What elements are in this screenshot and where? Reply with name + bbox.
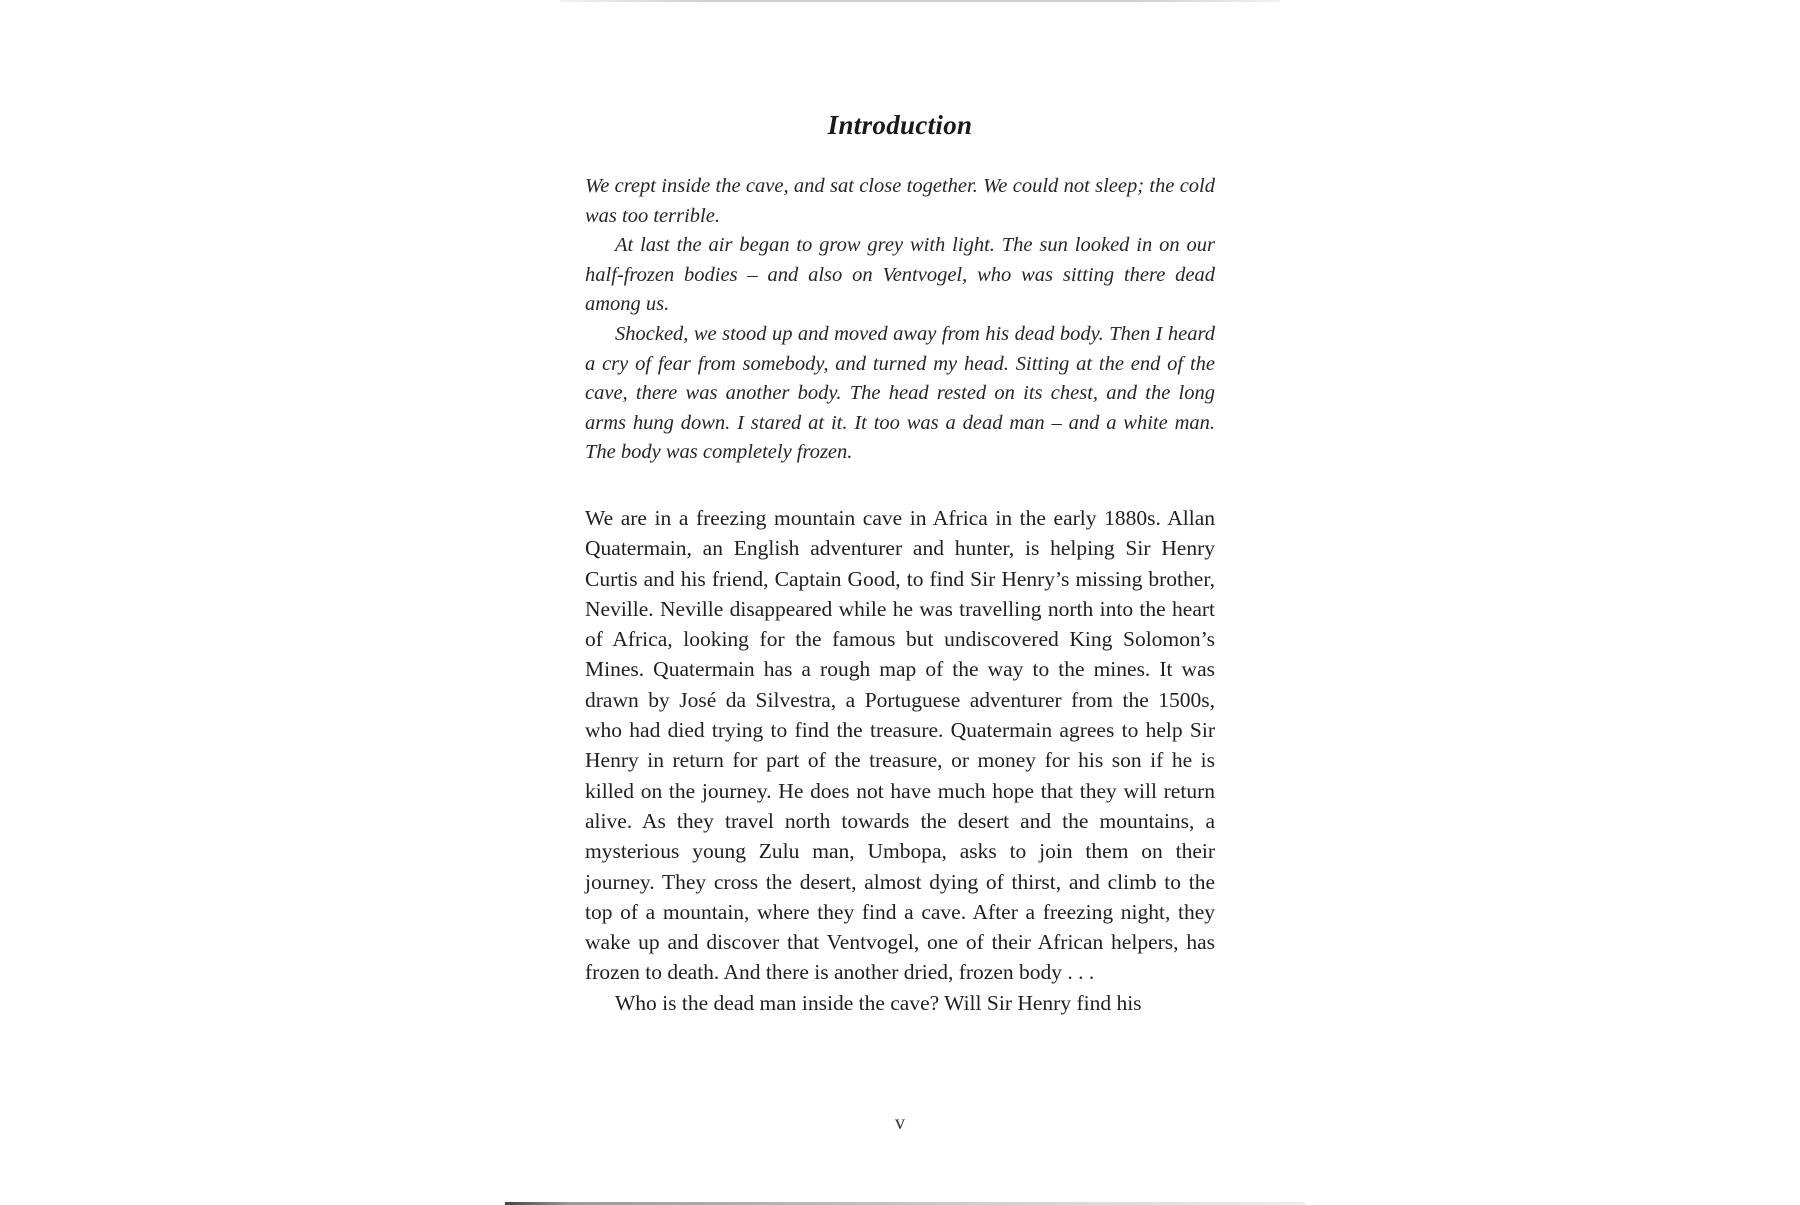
excerpt-paragraph: At last the air began to grow grey with light. The sun looked in on our half-frozen bodies – and also on Ventvogel, who was sitting there dead among us. bbox=[585, 234, 1215, 316]
introduction-summary bbox=[585, 503, 1215, 1018]
page-title: Introduction bbox=[827, 110, 973, 140]
summary-paragraph: Who is the dead man inside the cave? Will Sir Henry find his bbox=[615, 990, 1142, 1015]
excerpt-paragraph: We crept inside the cave, and sat close together. We could not sleep; the cold was too terrible. bbox=[585, 175, 1215, 227]
summary-paragraph: We are in a freezing mountain cave in Africa in the early 1880s. Allan Quatermain, an English adventurer and hunter, is helping Sir Henry Curtis and his friend, Captain Good, to find Sir Henry’s missing brother, Neville. Neville disappeared while he was travelling north into the heart of Africa, looking for the famous but undiscovered King Solomon’s Mines. Quatermain has a rough map of the way to the mines. It was drawn by José da Silvestra, a Portuguese adventurer from the 1500s, who had died trying to find the treasure. Quatermain agrees to help Sir Henry in return for part of the treasure, or money for his son if he is killed on the journey. He does not have much hope that they will return alive. As they travel north towards the desert and the mountains, a mysterious young Zulu man, Umbopa, asks to join them on their journey. They cross the desert, almost dying of thirst, and climb to the top of a mountain, where they find a cave. After a freezing night, they wake up and discover that Ventvogel, one of their African helpers, has frozen to death. And there is another dried, frozen body . . . bbox=[585, 506, 1215, 985]
book-page bbox=[585, 0, 1215, 1200]
story-excerpt bbox=[585, 172, 1215, 468]
excerpt-paragraph: Shocked, we stood up and moved away from his dead body. Then I heard a cry of fear from somebody, and turned my head. Sitting at the end of the cave, there was another body. The head rested on its chest, and the long arms hung down. I stared at it. It too was a dead man – and a white man. The body was completely frozen. bbox=[585, 322, 1215, 464]
page-number: v bbox=[895, 1112, 905, 1134]
